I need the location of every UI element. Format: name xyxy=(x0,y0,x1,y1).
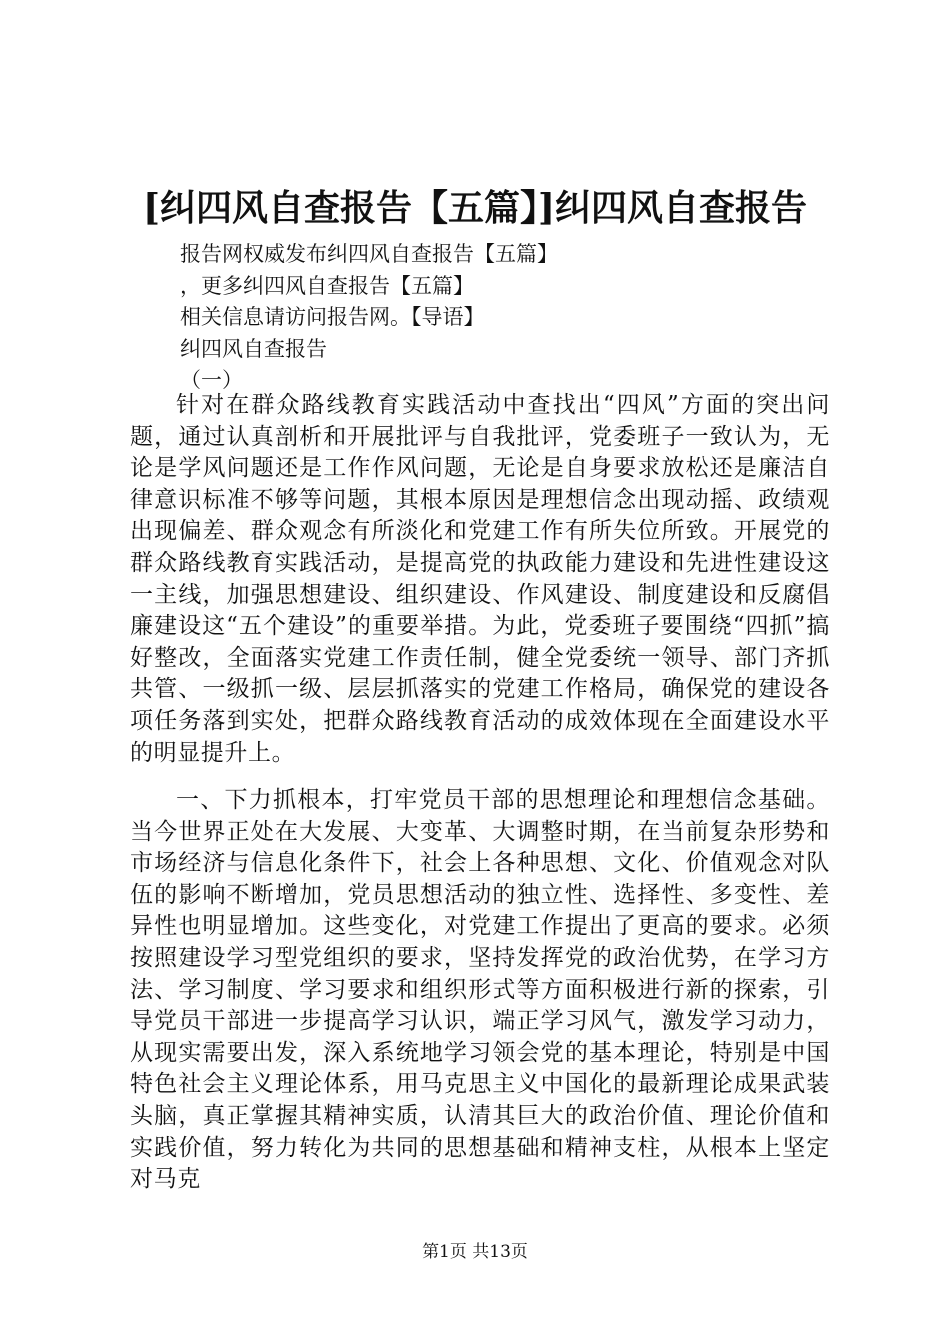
intro-line: ，更多纠四风自查报告【五篇】 xyxy=(180,273,474,298)
page-footer: 第1页 共13页 xyxy=(422,1242,528,1262)
section-number: （一） xyxy=(180,368,243,392)
intro-block xyxy=(180,238,558,396)
intro-line: 相关信息请访问报告网。【导语】 xyxy=(180,305,485,329)
body-paragraph-1: 针对在群众路线教育实践活动中查找出“四风”方面的突出问题，通过认真剖析和开展批评与自我批评，党委班子一致认为，无论是学风问题还是工作作风问题，无论是自身要求放松还是廉洁自律意识标准不够等问题，其根本原因是理想信念出现动摇、政绩观出现偏差、群众观念有所淡化和党建工作有所失位所致。开展党的群众路线教育实践活动，是提高党的执政能力建设和先进性建设这一主线，加强思想建设、组织建设、作风建设、制度建设和反腐倡廉建设这“五个建设”的重要举措。为此，党委班子要围绕“四抓”搞好整改，全面落实党建工作责任制，健全党委统一领导、部门齐抓共管、一级抓一级、层层抓落实的党建工作格局，确保党的建设各项任务落到实处，把群众路线教育活动的成效体现在全面建设水平的明显提升上。 xyxy=(130,392,830,766)
document-title: [纠四风自查报告【五篇】]纠四风自查报告 xyxy=(142,187,808,229)
section-heading: 纠四风自查报告 xyxy=(180,336,327,361)
intro-line: 报告网权威发布纠四风自查报告【五篇】 xyxy=(180,242,558,266)
body-paragraph-2: 一、下力抓根本，打牢党员干部的思想理论和理想信念基础。当今世界正处在大发展、大变革、大调整时期，在当前复杂形势和市场经济与信息化条件下，社会上各种思想、文化、价值观念对队伍的影响不断增加，党员思想活动的独立性、选择性、多变性、差异性也明显增加。这些变化，对党建工作提出了更高的要求。必须按照建设学习型党组织的要求，坚持发挥党的政治优势，在学习方法、学习制度、学习要求和组织形式等方面积极进行新的探索，引导党员干部进一步提高学习认识，端正学习风气，激发学习动力，从现实需要出发，深入系统地学习领会党的基本理论，特别是中国特色社会主义理论体系，用马克思主义中国化的最新理论成果武装头脑，真正掌握其精神实质，认清其巨大的政治价值、理论价值和实践价值，努力转化为共同的思想基础和精神支柱，从根本上坚定对马克 xyxy=(130,787,830,1193)
